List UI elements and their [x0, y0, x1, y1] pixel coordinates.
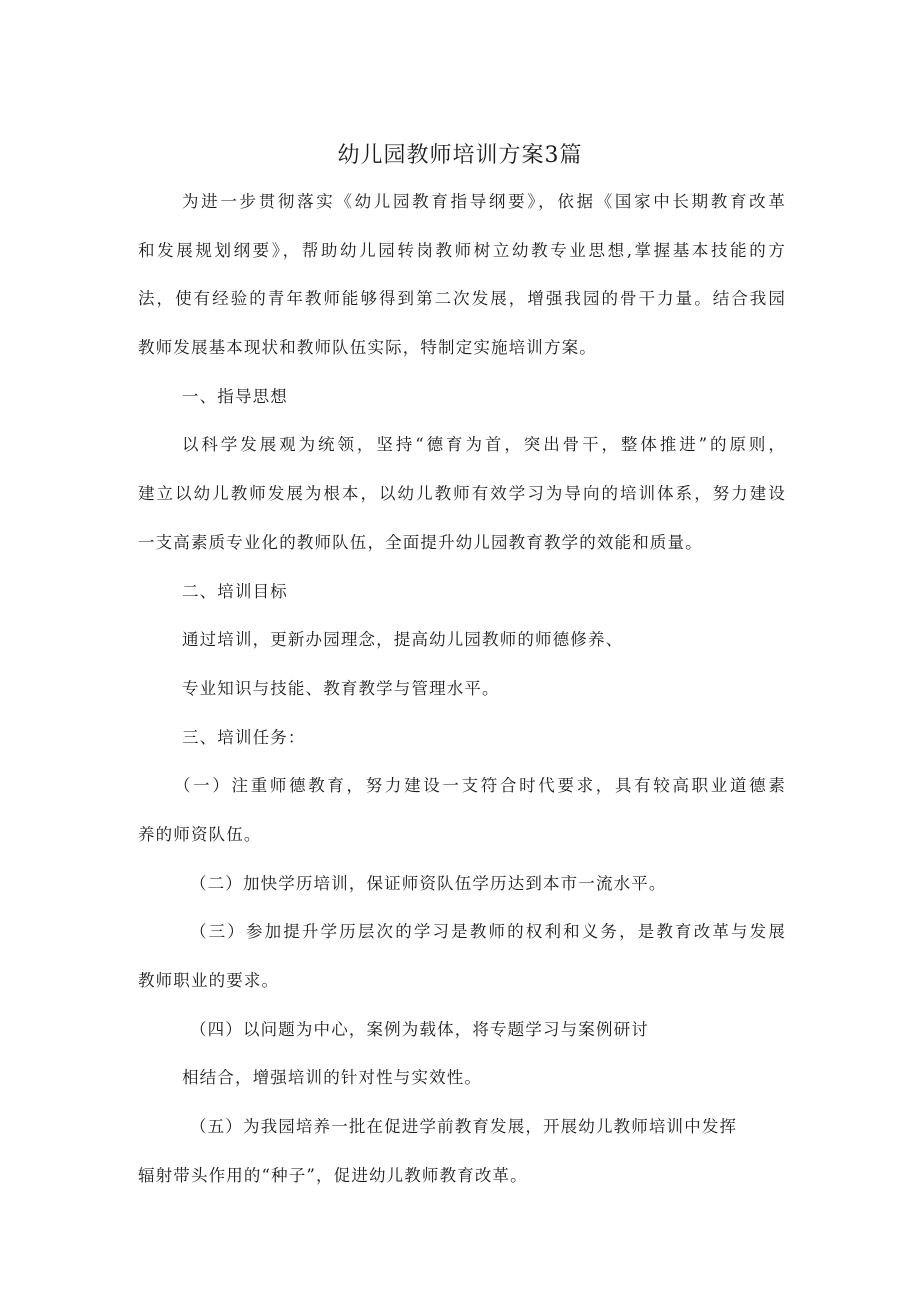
paragraph-line: 法，使有经验的青年教师能够得到第二次发展，增强我园的骨干力量。结合我园: [138, 289, 786, 309]
paragraph-line: 通过培训，更新办园理念，提高幼儿园教师的师德修养、: [182, 630, 624, 650]
section-heading: 一、指导思想: [182, 386, 288, 406]
list-item-line: 养的师资队伍。: [138, 824, 262, 844]
list-item-line: （二）加快学历培训，保证师资队伍学历达到本市一流水平。: [190, 873, 667, 893]
paragraph-line: 一支高素质专业化的教师队伍，全面提升幼儿园教育教学的效能和质量。: [138, 532, 703, 552]
document-body: [138, 184, 786, 1206]
paragraph-line: 教师发展基本现状和教师队伍实际，特制定实施培训方案。: [138, 338, 597, 358]
paragraph-line: 专业知识与技能、教育教学与管理水平。: [182, 678, 500, 698]
list-item-line: 教师职业的要求。: [138, 971, 280, 990]
list-item-line: 相结合，增强培训的针对性与实效性。: [182, 1068, 483, 1088]
list-item-line: （三）参加提升学历层次的学习是教师的权利和义务，是教育改革与发展: [190, 922, 786, 942]
list-item-line: （一）注重师德教育，努力建设一支符合时代要求，具有较高职业道德素: [174, 776, 786, 796]
section-heading: 二、培训目标: [182, 581, 288, 601]
document-title: 幼儿园教师培训方案3篇: [337, 143, 583, 168]
paragraph-line: 以科学发展观为统领，坚持“德育为首，突出骨干，整体推进”的原则，: [182, 435, 786, 455]
paragraph-line: 为进一步贯彻落实《幼儿园教育指导纲要》，依据《国家中长期教育改革: [182, 192, 786, 211]
list-item-line: （五）为我园培养一批在促进学前教育发展，开展幼儿教师培训中发挥: [190, 1117, 738, 1137]
list-item-line: 辐射带头作用的“种子”，促进幼儿教师教育改革。: [138, 1165, 528, 1185]
paragraph-line: 和发展规划纲要》，帮助幼儿园转岗教师树立幼教专业思想,掌握基本技能的方: [138, 240, 786, 260]
section-heading: 三、培训任务：: [182, 727, 306, 747]
paragraph-line: 建立以幼儿教师发展为根本，以幼儿教师有效学习为导向的培训体系，努力建设: [138, 484, 786, 504]
list-item-line: （四）以问题为中心，案例为载体，将专题学习与案例研讨: [190, 1019, 649, 1039]
